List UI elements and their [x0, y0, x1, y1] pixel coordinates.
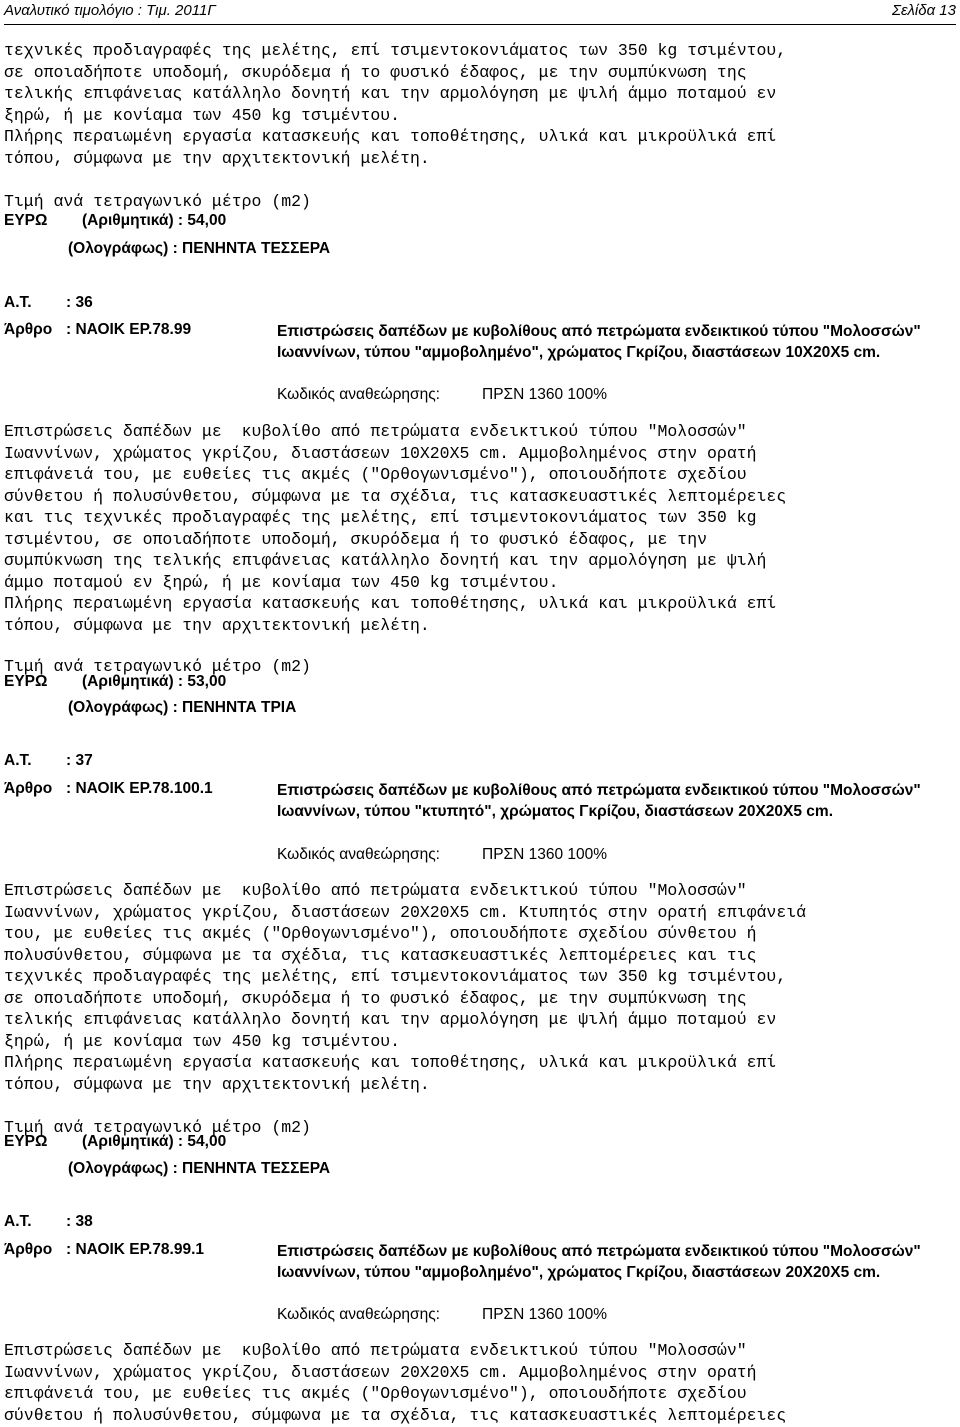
article-code: : ΝΑΟΙΚ ΕΡ.78.99 [66, 321, 192, 338]
words-label: (Ολογράφως) : [68, 1160, 183, 1177]
price-words-value: ΠΕΝΗΝΤΑ ΤΕΣΣΕΡΑ [182, 240, 331, 257]
article-label: Άρθρο [4, 321, 53, 338]
words-label: (Ολογράφως) : [68, 240, 183, 257]
at-number: : 38 [66, 1213, 93, 1230]
article-label: Άρθρο [4, 1241, 53, 1258]
page-header [4, 2, 956, 24]
page-number: Σελίδα 13 [891, 2, 956, 19]
revision-code-value: ΠΡΣΝ 1360 100% [482, 386, 608, 403]
price-numeric [82, 212, 226, 230]
revision-code-value: ΠΡΣΝ 1360 100% [482, 846, 608, 863]
revision-code-label: Κωδικός αναθεώρησης: [277, 386, 440, 403]
revision-code-label: Κωδικός αναθεώρησης: [277, 1306, 440, 1323]
article-title: Επιστρώσεις δαπέδων με κυβολίθους από πετρώματα ενδεικτικού τύπου "Μολοσσών" Ιωαννίνων, τύπου "αμμοβολημένο", χρώματος Γκρίζου, διαστάσεων 20Χ20Χ5 cm. [277, 1243, 921, 1281]
article-description: Επιστρώσεις δαπέδων με κυβολίθο από πετρώματα ενδεικτικού τύπου "Μολοσσών" Ιωαννίνων, χρώματος γκρίζου, διαστάσεων 10Χ20Χ5 cm. Αμμοβολημένος στην ορατή επιφάνειά του, με ευθείες τις ακμές ("Ορθογωνισμένο"), οποιουδήποτε σχεδίου σύνθετου ή πολυσύνθετου, σύμφωνα με τα σχέδια, τις κατασκευαστικές λεπτομέρειες και τις τεχνικές προδιαγραφές της μελέτης, επί τσιμεντοκονιάματος των 350 kg τσιμέντου, σε οποιαδήποτε υποδομή, σκυρόδεμα ή το φυσικό έδαφος, με την συμπύκνωση της τελικής επιφάνειας κατάλληλο δονητή και την αρμολόγηση με ψιλή άμμο ποταμού εν ξηρώ, ή με κονίαμα των 450 kg τσιμέντου. Πλήρης περαιωμένη εργασία κατασκευής και τοποθέτησης, υλικά και μικροϋλικά επί τόπου, σύμφωνα με την αρχιτεκτονική μελέτη. [4, 422, 787, 635]
words-label: (Ολογράφως) : [68, 699, 183, 716]
revision-code-value: ΠΡΣΝ 1360 100% [482, 1306, 608, 1323]
at-label: Α.Τ. [4, 752, 32, 769]
price-unit-label: Τιμή ανά τετραγωνικό μέτρο (m2) [4, 657, 311, 676]
currency-label: ΕΥΡΩ [4, 1133, 48, 1150]
price-numeric [82, 1133, 226, 1151]
currency-label: ΕΥΡΩ [4, 673, 48, 690]
at-label: Α.Τ. [4, 294, 32, 311]
at-number: : 36 [66, 294, 93, 311]
price-words [68, 240, 330, 258]
price-numeric-value: 53,00 [187, 673, 227, 690]
article-title: Επιστρώσεις δαπέδων με κυβολίθους από πετρώματα ενδεικτικού τύπου "Μολοσσών" Ιωαννίνων, τύπου "αμμοβολημένο", χρώματος Γκρίζου, διαστάσεων 10Χ20Χ5 cm. [277, 323, 921, 361]
price-unit-label: Τιμή ανά τετραγωνικό μέτρο (m2) [4, 1118, 311, 1137]
article-description: Επιστρώσεις δαπέδων με κυβολίθο από πετρώματα ενδεικτικού τύπου "Μολοσσών" Ιωαννίνων, χρώματος γκρίζου, διαστάσεων 20Χ20Χ5 cm. Κτυπητός στην ορατή επιφάνειά του, με ευθείες τις ακμές ("Ορθογωνισμένο"), οποιουδήποτε σχεδίου σύνθετου ή πολυσύνθετου, σύμφωνα με τα σχέδια, τις κατασκευαστικές λεπτομέρειες και τις τεχνικές προδιαγραφές της μελέτης, επί τσιμεντοκονιάματος των 350 kg τσιμέντου, σε οποιαδήποτε υποδομή, σκυρόδεμα ή το φυσικό έδαφος, με την συμπύκνωση της τελικής επιφάνειας κατάλληλο δονητή και την αρμολόγηση με ψιλή άμμο ποταμού εν ξηρώ, ή με κονίαμα των 450 kg τσιμέντου. Πλήρης περαιωμένη εργασία κατασκευής και τοποθέτησης, υλικά και μικροϋλικά επί τόπου, σύμφωνα με την αρχιτεκτονική μελέτη. [4, 881, 807, 1094]
at-number: : 37 [66, 752, 93, 769]
header-divider [4, 24, 956, 25]
price-numeric [82, 673, 226, 691]
numeric-label: (Αριθμητικά) : [82, 1133, 188, 1150]
at-label: Α.Τ. [4, 1213, 32, 1230]
numeric-label: (Αριθμητικά) : [82, 673, 188, 690]
price-unit-label: Τιμή ανά τετραγωνικό μέτρο (m2) [4, 192, 311, 211]
price-numeric-value: 54,00 [187, 212, 227, 229]
price-words [68, 699, 296, 717]
price-words-value: ΠΕΝΗΝΤΑ ΤΕΣΣΕΡΑ [182, 1160, 331, 1177]
currency-label: ΕΥΡΩ [4, 212, 48, 229]
numeric-label: (Αριθμητικά) : [82, 212, 188, 229]
price-numeric-value: 54,00 [187, 1133, 227, 1150]
article-description: Επιστρώσεις δαπέδων με κυβολίθο από πετρώματα ενδεικτικού τύπου "Μολοσσών" Ιωαννίνων, χρώματος γκρίζου, διαστάσεων 20Χ20Χ5 cm. Αμμοβολημένος στην ορατή επιφάνειά του, με ευθείες τις ακμές ("Ορθογωνισμένο"), οποιουδήποτε σχεδίου σύνθετου ή πολυσύνθετου, σύμφωνα με τα σχέδια, τις κατασκευαστικές λεπτομέρειες [4, 1341, 787, 1425]
intro-paragraph: τεχνικές προδιαγραφές της μελέτης, επί τσιμεντοκονιάματος των 350 kg τσιμέντου, σε οποιαδήποτε υποδομή, σκυρόδεμα ή το φυσικό έδαφος, με την συμπύκνωση της τελικής επιφάνειας κατάλληλο δονητή και την αρμολόγηση με ψιλή άμμο ποταμού εν ξηρώ, ή με κονίαμα των 450 kg τσιμέντου. Πλήρης περαιωμένη εργασία κατασκευής και τοποθέτησης, υλικά και μικροϋλικά επί τόπου, σύμφωνα με την αρχιτεκτονική μελέτη. [4, 41, 787, 168]
article-code: : ΝΑΟΙΚ ΕΡ.78.99.1 [66, 1241, 205, 1258]
price-words [68, 1160, 330, 1178]
price-words-value: ΠΕΝΗΝΤΑ ΤΡΙΑ [182, 699, 297, 716]
document-title: Αναλυτικό τιμολόγιο : Τιμ. 2011Γ [4, 2, 216, 19]
revision-code-label: Κωδικός αναθεώρησης: [277, 846, 440, 863]
article-title: Επιστρώσεις δαπέδων με κυβολίθους από πετρώματα ενδεικτικού τύπου "Μολοσσών" Ιωαννίνων, τύπου "κτυπητό", χρώματος Γκρίζου, διαστάσεων 20Χ20Χ5 cm. [277, 782, 921, 820]
article-label: Άρθρο [4, 780, 53, 797]
article-code: : ΝΑΟΙΚ ΕΡ.78.100.1 [66, 780, 213, 797]
